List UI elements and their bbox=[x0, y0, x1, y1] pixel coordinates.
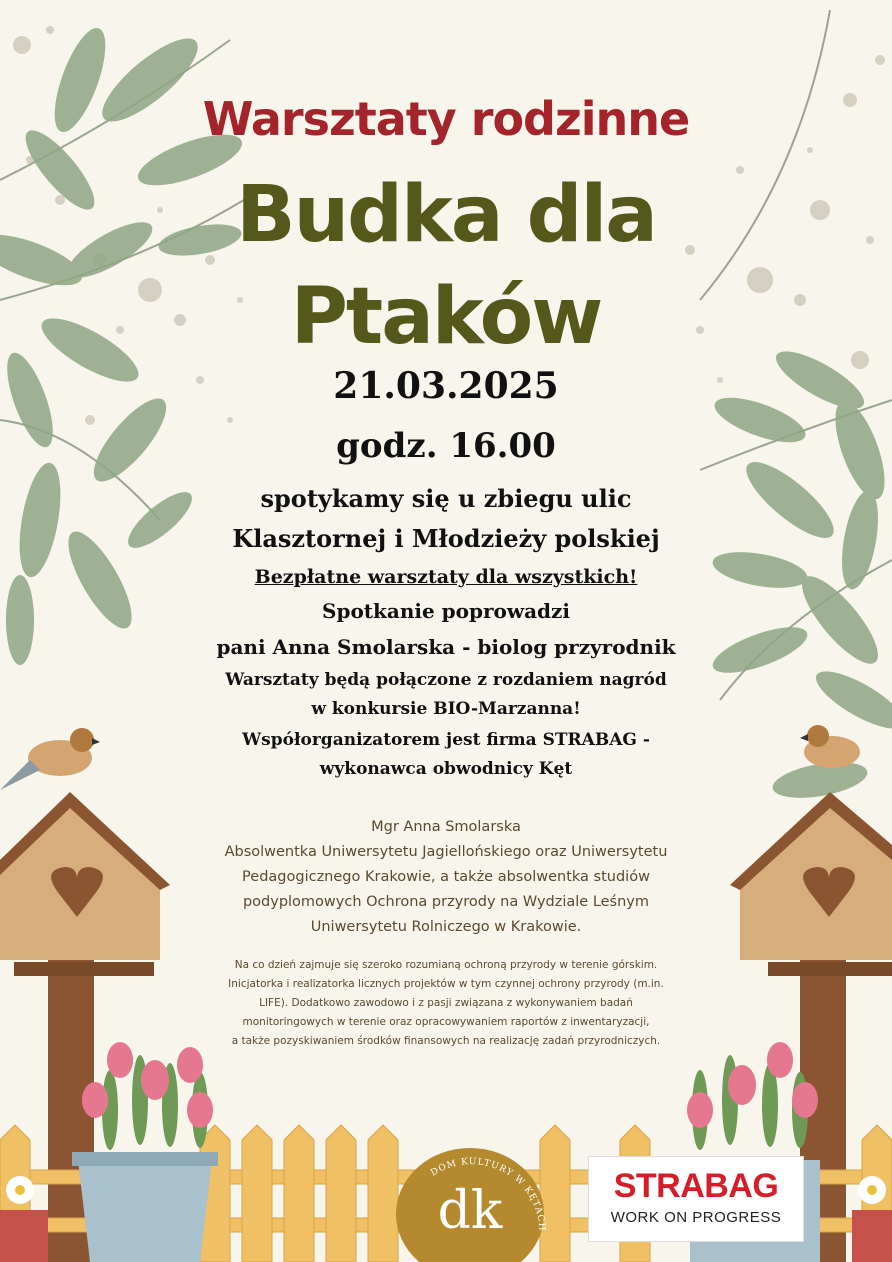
contest-line-2: w konkursie BIO-Marzanna! bbox=[311, 699, 581, 719]
strabag-logo bbox=[588, 1156, 804, 1242]
bio-name: Mgr Anna Smolarska bbox=[371, 819, 521, 835]
event-date: 21.03.2025 bbox=[333, 365, 559, 407]
bio-line: podyplomowych Ochrona przyrody na Wydziale Leśnym bbox=[242, 894, 650, 910]
poster-subtitle: Warsztaty rodzinne bbox=[202, 92, 690, 146]
contest-line-1: Warsztaty będą połączone z rozdaniem nagród bbox=[225, 670, 667, 690]
bio-section bbox=[0, 815, 892, 940]
bio-detail-line: Na co dzień zajmuje się szeroko rozumianą ochroną przyrody w terenie górskim. bbox=[234, 959, 658, 971]
organizer-line-2: wykonawca obwodnicy Kęt bbox=[319, 759, 573, 779]
host-line-2: pani Anna Smolarska - biolog przyrodnik bbox=[216, 635, 676, 659]
strabag-name: STRABAG bbox=[613, 1167, 779, 1205]
strabag-tagline: WORK ON PROGRESS bbox=[610, 1209, 782, 1226]
bio-details bbox=[0, 956, 892, 1051]
bio-detail-line: LIFE). Dodatkowo zawodowo i z pasji związana z wykonywaniem badań bbox=[259, 997, 633, 1009]
dom-kultury-logo bbox=[388, 1136, 558, 1262]
event-place-line-2: Klasztornej i Młodzieży polskiej bbox=[232, 524, 660, 553]
bio-detail-line: a także pozyskiwaniem środków finansowych na realizację zadań przyrodniczych. bbox=[231, 1035, 661, 1047]
dk-monogram: dk bbox=[437, 1181, 503, 1241]
poster-title-line-2: Ptaków bbox=[290, 272, 602, 362]
poster-title-line-1: Budka dla bbox=[236, 170, 656, 260]
bio-line: Pedagogicznego Krakowie, a także absolwentka studiów bbox=[242, 869, 650, 885]
event-time: godz. 16.00 bbox=[336, 426, 556, 466]
bio-line: Absolwentka Uniwersytetu Jagiellońskiego oraz Uniwersytetu bbox=[224, 844, 668, 860]
free-workshops-note: Bezpłatne warsztaty dla wszystkich! bbox=[254, 566, 638, 588]
event-place-line-1: spotykamy się u zbiegu ulic bbox=[260, 484, 632, 513]
dk-ring-text: DOM KULTURY W KĘTACH bbox=[429, 1157, 547, 1232]
bio-line: Uniwersytetu Rolniczego w Krakowie. bbox=[310, 919, 582, 935]
bio-detail-line: Inicjatorka i realizatorka licznych projektów w tym czynnej ochrony przyrody (m.in. bbox=[228, 978, 664, 990]
organizer-line-1: Współorganizatorem jest firma STRABAG - bbox=[242, 730, 650, 750]
host-line-1: Spotkanie poprowadzi bbox=[322, 599, 570, 623]
bio-detail-line: monitoringowych w terenie oraz opracowywaniem raportów z inwentaryzacji, bbox=[242, 1016, 650, 1028]
daisy-left-icon bbox=[0, 1176, 48, 1262]
